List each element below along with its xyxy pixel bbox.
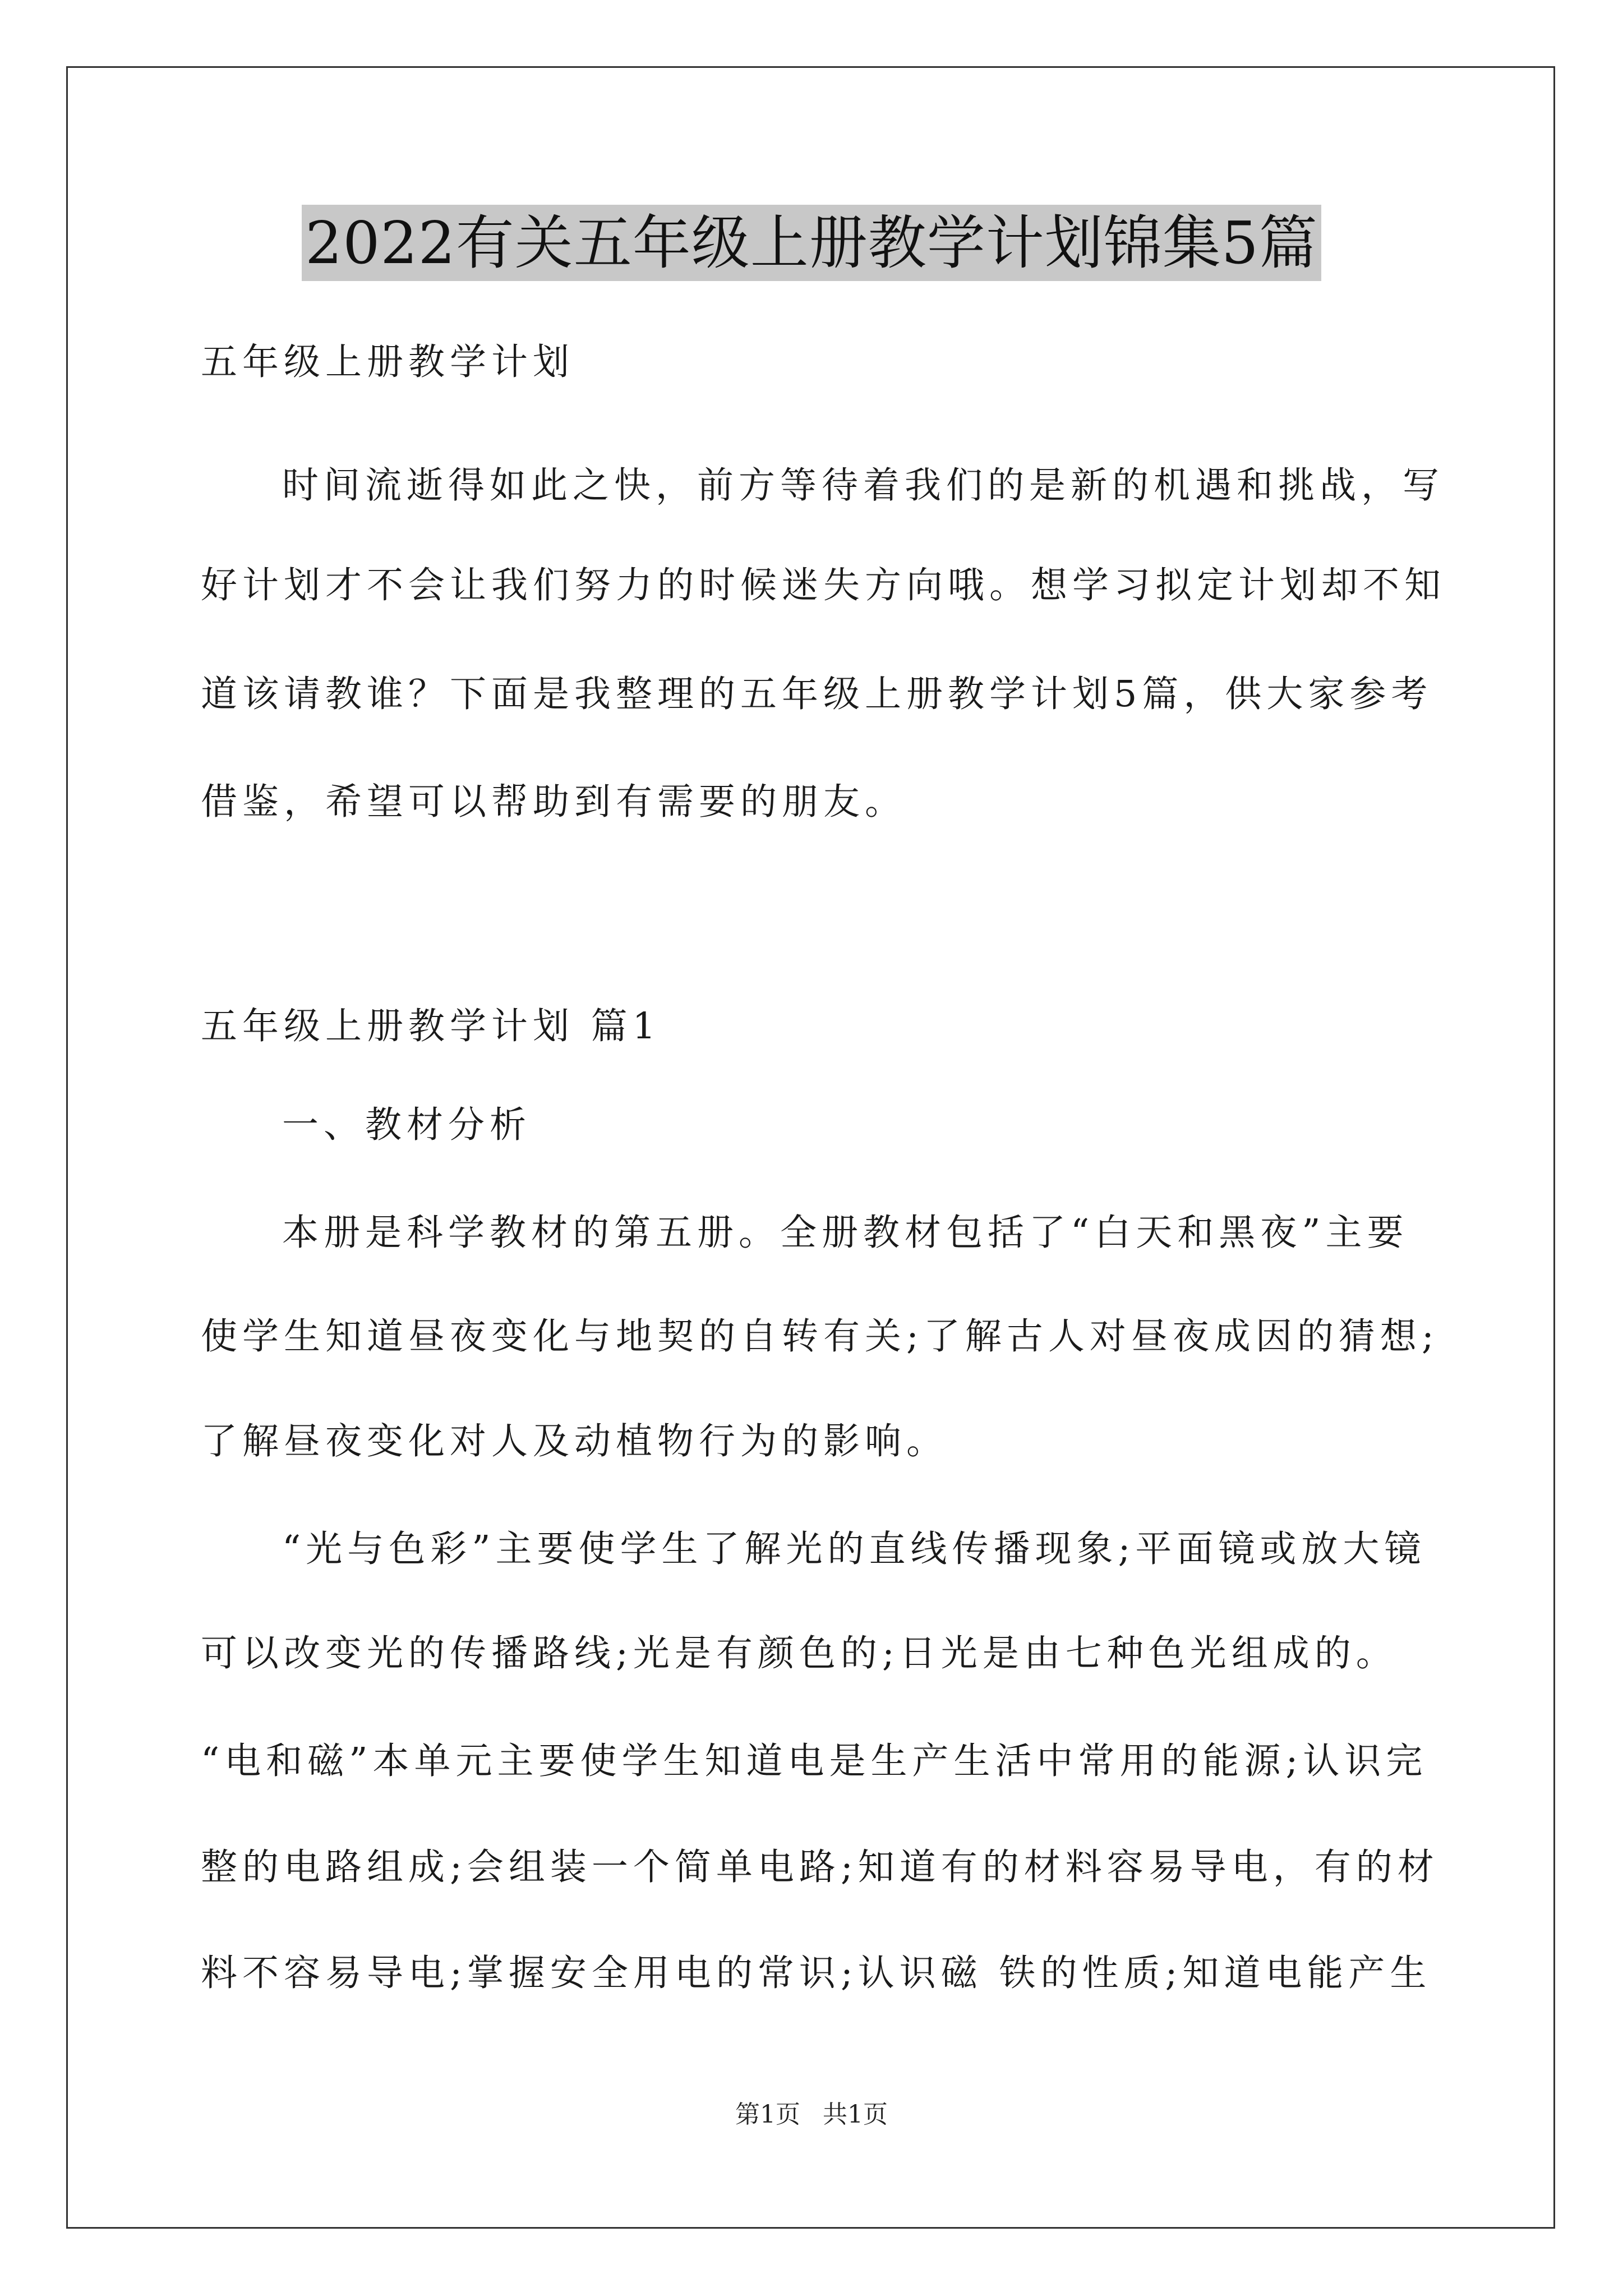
paragraph-line: “电和磁”本单元主要使学生知道电是生产生活中常用的能源;认识完 (201, 1740, 1428, 1782)
page-number: 第1页 (735, 2100, 800, 2129)
paragraph-line: 料不容易导电;掌握安全用电的常识;认识磁 铁的性质;知道电能产生 (201, 1952, 1432, 1994)
paragraph-line: “光与色彩”主要使学生了解光的直线传播现象;平面镜或放大镜 (282, 1528, 1426, 1570)
paragraph-line: 了解昼夜变化对人及动植物行为的影响。 (201, 1420, 948, 1462)
paragraph-line: 借鉴，希望可以帮助到有需要的朋友。 (201, 781, 907, 823)
page-footer (0, 2098, 1623, 2132)
section-heading: 五年级上册教学计划 篇1 (201, 1005, 661, 1047)
paragraph-line: 好计划才不会让我们努力的时候迷失方向哦。想学习拟定计划却不知 (201, 564, 1446, 606)
paragraph-line: 使学生知道昼夜变化与地契的自转有关;了解古人对昼夜成因的猜想; (201, 1315, 1439, 1358)
page-total: 共1页 (823, 2100, 888, 2129)
paragraph-line: 道该请教谁？下面是我整理的五年级上册教学计划5篇，供大家参考 (201, 673, 1433, 715)
document-title: 2022有关五年级上册教学计划锦集5篇 (302, 205, 1321, 281)
paragraph-line: 可以改变光的传播路线;光是有颜色的;日光是由七种色光组成的。 (201, 1632, 1398, 1674)
paragraph-line: 本册是科学教材的第五册。全册教材包括了“白天和黑夜”主要 (282, 1212, 1409, 1254)
paragraph-line: 时间流逝得如此之快，前方等待着我们的是新的机遇和挑战，写 (282, 464, 1445, 507)
subsection-heading: 一、教材分析 (282, 1104, 532, 1146)
paragraph-line: 整的电路组成;会组装一个简单电路;知道有的材料容易导电，有的材 (201, 1846, 1439, 1888)
section-heading: 五年级上册教学计划 (201, 341, 575, 383)
title-wrap (0, 205, 1623, 281)
